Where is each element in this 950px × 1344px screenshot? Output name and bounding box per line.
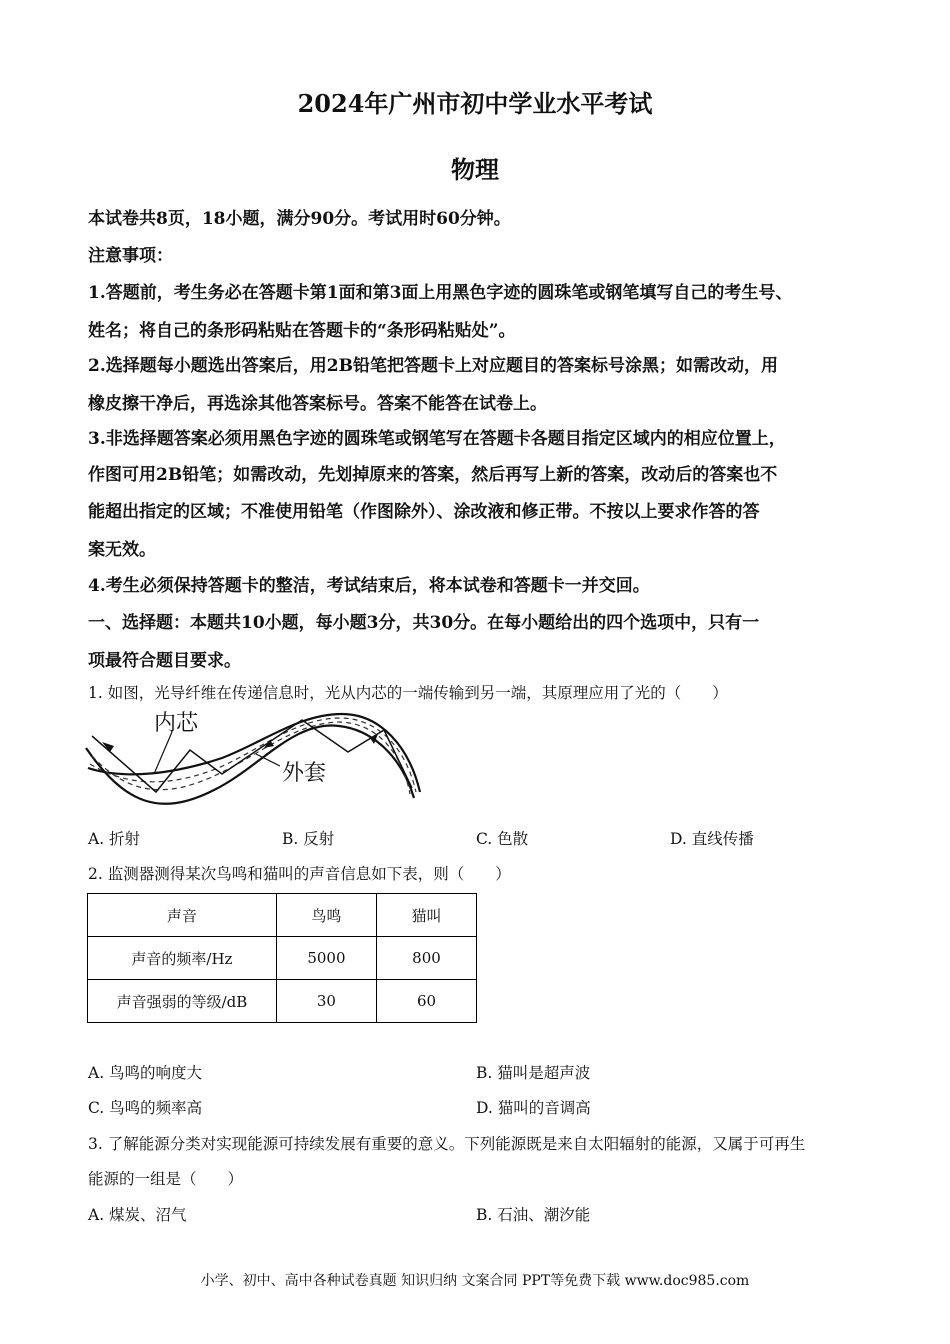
fiber-outer-edge-top — [86, 725, 414, 803]
q2-option-c[interactable]: C. 鸟鸣的频率高 — [88, 1099, 203, 1117]
table-row — [88, 980, 477, 1023]
page-footer: 小学、初中、高中各种试卷真题 知识归纳 文案合同 PPT等免费下载 www.doc985.com — [200, 1273, 750, 1289]
core-label: 内芯 — [154, 711, 199, 736]
note-1-line-1: 1.答题前，考生务必在答题卡第1面和第3面上用黑色字迹的圆珠笔或钢笔填写自己的考生号、 — [88, 283, 793, 303]
q3-stem-line-1: 3. 了解能源分类对实现能源可持续发展有重要的意义。下列能源既是来自太阳辐射的能源，又属于可再生 — [88, 1135, 806, 1153]
q2-option-b[interactable]: B. 猫叫是超声波 — [476, 1064, 591, 1082]
sound-data-table — [87, 893, 477, 1023]
table-cell: 60 — [376, 980, 476, 1023]
notes-heading: 注意事项： — [88, 246, 173, 266]
table-cell: 30 — [276, 980, 376, 1023]
section-1-line-1: 一、选择题：本题共10小题，每小题3分，共30分。在每小题给出的四个选项中，只有一 — [88, 613, 760, 633]
q1-stem: 1. 如图，光导纤维在传递信息时，光从内芯的一端传输到另一端，其原理应用了光的（ ） — [88, 684, 728, 702]
table-cell: 声音的频率/Hz — [88, 937, 277, 980]
note-2-line-2: 橡皮擦干净后，再选涂其他答案标号。答案不能答在试卷上。 — [88, 394, 547, 414]
q3-option-b[interactable]: B. 石油、潮汐能 — [476, 1206, 591, 1224]
core-label-leader — [154, 732, 172, 774]
table-header-cell: 猫叫 — [376, 894, 476, 937]
table-cell: 5000 — [276, 937, 376, 980]
table-cell: 800 — [376, 937, 476, 980]
q1-option-c[interactable]: C. 色散 — [476, 830, 529, 848]
note-3-line-1: 3.非选择题答案必须用黑色字迹的圆珠笔或钢笔写在答题卡各题目指定区域内的相应位置上， — [88, 429, 786, 449]
q1-option-b[interactable]: B. 反射 — [282, 830, 335, 848]
note-3-line-2: 作图可用2B铅笔；如需改动，先划掉原来的答案，然后再写上新的答案，改动后的答案也不 — [88, 465, 778, 485]
note-3-line-4: 案无效。 — [88, 540, 156, 560]
note-3-line-3: 能超出指定的区域；不准使用铅笔（作图除外）、涂改液和修正带。不按以上要求作答的答 — [88, 502, 760, 522]
table-row — [88, 937, 477, 980]
q3-option-a[interactable]: A. 煤炭、沼气 — [88, 1206, 187, 1224]
fiber-spacer — [88, 734, 396, 800]
note-1-line-2: 姓名；将自己的条形码粘贴在答题卡的“条形码粘贴处”。 — [88, 321, 516, 341]
table-header-cell: 声音 — [88, 894, 277, 937]
optical-fiber-figure — [84, 708, 424, 812]
q1-option-d[interactable]: D. 直线传播 — [670, 830, 754, 848]
q3-stem-line-2: 能源的一组是（ ） — [88, 1170, 244, 1188]
table-header-row — [88, 894, 477, 937]
q2-option-a[interactable]: A. 鸟鸣的响度大 — [88, 1064, 203, 1082]
table-header-cell: 鸟鸣 — [276, 894, 376, 937]
note-4-line-1: 4.考生必须保持答题卡的整洁，考试结束后，将本试卷和答题卡一并交回。 — [88, 576, 650, 596]
light-ray-path — [92, 720, 412, 792]
subject-title: 物理 — [451, 155, 499, 184]
q2-option-d[interactable]: D. 猫叫的音调高 — [476, 1099, 591, 1117]
exam-intro: 本试卷共8页，18小题，满分90分。考试用时60分钟。 — [88, 209, 511, 229]
table-cell: 声音强弱的等级/dB — [88, 980, 277, 1023]
note-2-line-1: 2.选择题每小题选出答案后，用2B铅笔把答题卡上对应题目的答案标号涂黑；如需改动，用 — [88, 356, 778, 376]
cladding-label: 外套 — [282, 761, 327, 786]
q2-stem: 2. 监测器测得某次鸟鸣和猫叫的声音信息如下表，则（ ） — [88, 865, 511, 883]
q1-option-a[interactable]: A. 折射 — [88, 830, 141, 848]
exam-title: 2024年广州市初中学业水平考试 — [297, 89, 653, 118]
section-1-line-2: 项最符合题目要求。 — [88, 651, 241, 671]
